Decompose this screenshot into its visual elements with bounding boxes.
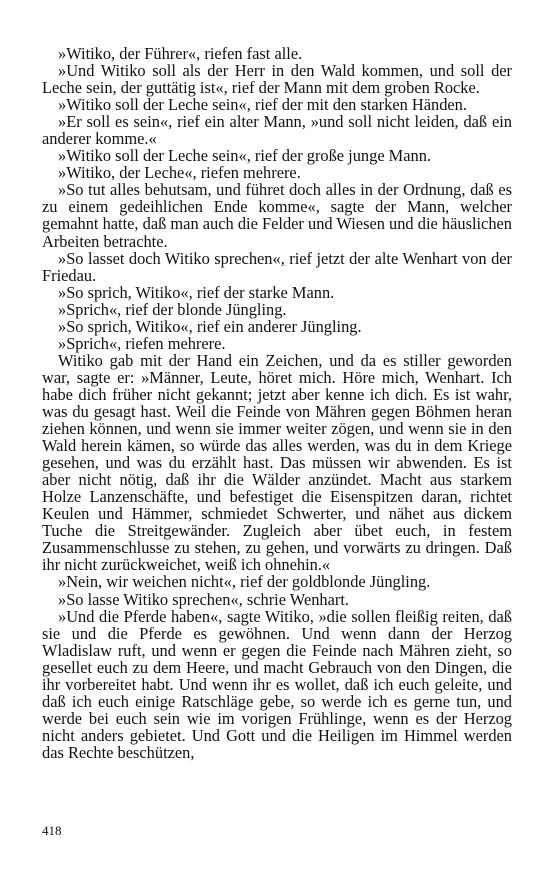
paragraph: »Sprich«, riefen mehrere. — [58, 333, 226, 353]
page-text — [42, 45, 512, 761]
paragraph: »Und die Pferde haben«, sagte Witiko, »die sollen fleißig reiten, daß sie und die Pferde es gewöhnen. Und wenn dann der Herzog Wladislaw ruft, und wenn er gegen die Feinde nach Mähren zieht, so gesellet euch zu dem Heere, und macht Gebrauch von den Dingen, die ihr vorbereitet habt. Und wenn ihr es wollet, daß ich euch geleite, und daß ich euch einige Ratschläge gebe, so werde ich es gerne tun, und werde bei euch sein wie im vorigen Frühlinge, wenn es der Herzog nicht anders gebietet. Und Gott und die Heiligen im Himmel werden das Rechte beschützen, — [42, 606, 512, 762]
paragraph: »So lasset doch Witiko sprechen«, rief jetzt der alte Wenhart von der Friedau. — [42, 248, 512, 285]
paragraph: »Nein, wir weichen nicht«, rief der goldblonde Jüngling. — [58, 572, 431, 592]
paragraph: »Er soll es sein«, rief ein alter Mann, »und soll nicht leiden, daß ein anderer komme.« — [42, 112, 512, 149]
paragraph: Witiko gab mit der Hand ein Zeichen, und da es stiller geworden war, sagte er: »Männer, Leute, höret mich. Höre mich, Wenhart. Ich habe dich früher nicht gekannt; jetzt aber kenne ich dich. Es ist wahr, was du gesagt hast. Weil die Feinde von Mähren gegen Böhmen heran ziehen können, und wenn sie immer weiter zögen, und wenn sie in den Wald herein kämen, so würde das alles werden, was du in dem Kriege gesehen, und was du erzählt hast. Das müssen wir abwenden. Es ist aber nicht nötig, daß ihr die Wälder anzündet. Macht aus starkem Holze Lanzenschäfte, und befestiget die Eisenspitzen daran, richtet Keulen und Hämmer, schmiedet Schwerter, und nähet aus dickem Tuche die Streitgewänder. Zugleich aber übet euch, in festem Zusammenschlusse zu stehen, zu gehen, und vorwärts zu dringen. Daß ihr nicht zurückweichet, weiß ich ohnehin.« — [42, 350, 512, 575]
page-number: 418 — [42, 823, 62, 838]
paragraph: »Witiko soll der Leche sein«, rief der mit den starken Händen. — [58, 95, 467, 115]
paragraph: »Witiko soll der Leche sein«, rief der große junge Mann. — [58, 146, 432, 166]
paragraph: »Witiko, der Führer«, riefen fast alle. — [58, 44, 303, 63]
paragraph: »So lasse Witiko sprechen«, schrie Wenhart. — [58, 589, 350, 609]
paragraph: »Sprich«, rief der blonde Jüngling. — [58, 299, 287, 319]
paragraph: »Und Witiko soll als der Herr in den Wald kommen, und soll der Leche sein, der guttätig ist«, rief der Mann mit dem groben Rocke. — [42, 61, 512, 98]
paragraph: »So sprich, Witiko«, rief der starke Mann. — [58, 282, 335, 302]
paragraph: »So sprich, Witiko«, rief ein anderer Jüngling. — [58, 316, 362, 336]
paragraph: »Witiko, der Leche«, riefen mehrere. — [58, 163, 301, 183]
paragraph: »So tut alles behutsam, und führet doch alles in der Ordnung, daß es zu einem gedeihlichen Ende komme«, sagte der Mann, welcher gemahnt hatte, daß man auch die Felder und Wiesen und die häuslichen Arbeiten betrachte. — [42, 180, 512, 251]
